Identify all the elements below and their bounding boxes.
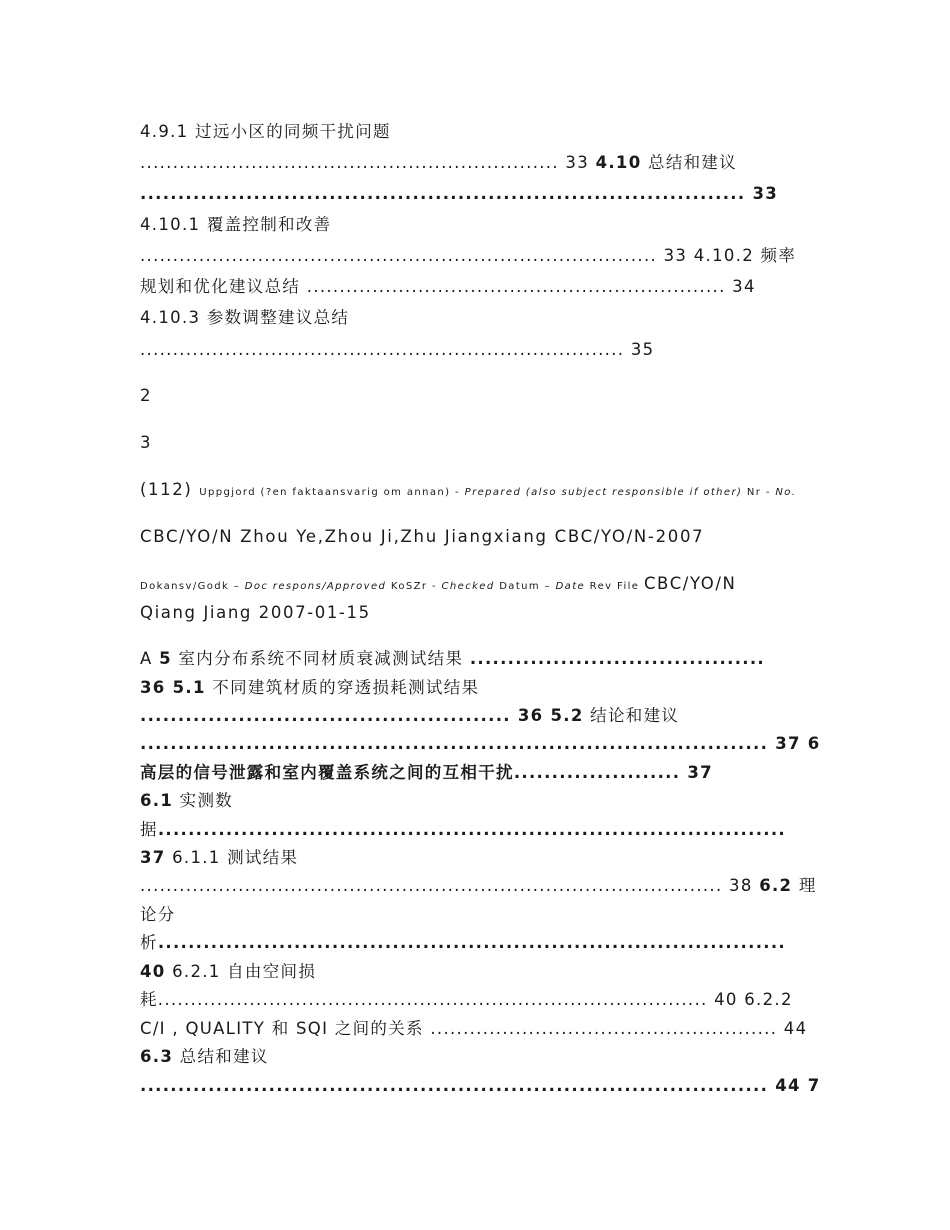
doc-code: (112)	[140, 480, 193, 499]
toc-leader-6-3: ................................................................................... 44 7	[140, 1076, 821, 1095]
toc-leader-4-10-3: .......................................................................... 35	[140, 340, 655, 359]
toc-entry-5-2	[140, 706, 679, 726]
page-number: 3	[140, 433, 152, 452]
no-label: No.	[775, 487, 797, 498]
toc-entry-6-1-1	[140, 848, 298, 868]
section-title: 高层的信号泄露和室内覆盖系统之间的互相干扰	[140, 763, 514, 782]
toc-entry-4-10-1: 4.10.1 覆盖控制和改善	[140, 215, 332, 234]
approver-line: Qiang Jiang 2007-01-15	[140, 603, 371, 622]
section-number: 5	[159, 649, 172, 668]
toc-entry-4-9-1: 4.9.1 过远小区的同频干扰问题	[140, 122, 391, 141]
toc-entry-6-2-2: C/I , QUALITY 和 SQI 之间的关系 ..................................................... 44	[140, 1019, 808, 1038]
toc-entry-6-2-cont: 论分	[140, 905, 176, 924]
toc-leader: ................................................. 36 5.2	[140, 706, 584, 725]
toc-entry-4-10	[140, 153, 737, 173]
toc-leader: ................................................................ 33	[140, 153, 596, 172]
section-number: 4.10	[595, 153, 642, 172]
section-number: 6.3	[140, 1047, 174, 1066]
toc-leader: ...................................................................................	[157, 820, 786, 839]
uppgjord-label: Uppgjord (?en faktaansvarig om annan) -	[199, 487, 465, 498]
toc-entry-6-2-cont2	[140, 933, 786, 953]
page-ref: 40	[140, 962, 166, 981]
date-label: Date	[555, 581, 586, 592]
toc-entry-4-10-2-cont: 规划和优化建议总结 ................................................................ 34	[140, 277, 756, 296]
section-number: 6.1	[140, 791, 174, 810]
toc-entry-6	[140, 763, 713, 783]
section-number: 36 5.1	[140, 678, 206, 697]
toc-entry-6-1-cont	[140, 820, 786, 840]
toc-entry-4-10-2: ............................................................................... 33 4.10.2 频率	[140, 246, 797, 265]
datum-label: Datum –	[494, 581, 556, 592]
toc-entry-6-3	[140, 1047, 269, 1067]
section-number: 6.2	[759, 876, 793, 895]
authors-line: CBC/YO/N Zhou Ye,Zhou Ji,Zhu Jiangxiang CBC/YO/N-2007	[140, 527, 705, 546]
dokansv-label: Dokansv/Godk –	[140, 581, 245, 592]
toc-leader: ......................................................................................... 38	[140, 876, 760, 895]
toc-entry-5-1	[140, 678, 479, 698]
toc-entry-6-2-1	[140, 962, 316, 982]
toc-entry-4-10-3: 4.10.3 参数调整建议总结	[140, 308, 350, 327]
section-title: 6.1.1 测试结果	[165, 848, 299, 867]
toc-leader: ...................... 37	[513, 763, 713, 782]
rev-file-label: Rev File	[585, 581, 644, 592]
toc-leader: ...................................................................................	[157, 933, 786, 952]
toc-entry-5	[140, 649, 765, 669]
section-title: 6.2.1 自由空间损	[165, 962, 317, 981]
section-title: 总结和建议	[173, 1047, 269, 1066]
section-title: 总结和建议	[641, 153, 738, 172]
header-approved-line	[140, 574, 736, 597]
prepared-label: Prepared (also subject responsible if other)	[464, 487, 743, 498]
toc-prefix: A	[140, 649, 160, 668]
section-title: 结论和建议	[583, 706, 680, 725]
section-title: 据	[140, 820, 158, 839]
toc-leader: .......................................	[469, 649, 765, 668]
page-ref: 37	[140, 848, 166, 867]
nr-label: Nr -	[742, 487, 776, 498]
doc-respons-label: Doc respons/Approved	[244, 581, 387, 592]
ref-code: CBC/YO/N	[643, 574, 737, 593]
section-title: 理	[792, 876, 817, 895]
section-title: 实测数	[173, 791, 234, 810]
toc-leader-4-10: ................................................................................ 33	[140, 184, 779, 203]
toc-leader-5-2: ................................................................................... 37 6	[140, 734, 821, 753]
section-title: 不同建筑材质的穿透损耗测试结果	[205, 678, 480, 697]
section-title: 析	[140, 933, 158, 952]
header-prepared-line	[140, 480, 796, 503]
koszr-label: KoSZr -	[386, 581, 442, 592]
page-number: 2	[140, 386, 152, 405]
checked-label: Checked	[441, 581, 495, 592]
section-title: 室内分布系统不同材质衰减测试结果	[171, 649, 470, 668]
toc-entry-6-2-1-cont: 耗.................................................................................... 40 6.2.2	[140, 990, 793, 1009]
toc-entry-6-1	[140, 791, 233, 811]
toc-entry-6-2	[140, 876, 817, 896]
